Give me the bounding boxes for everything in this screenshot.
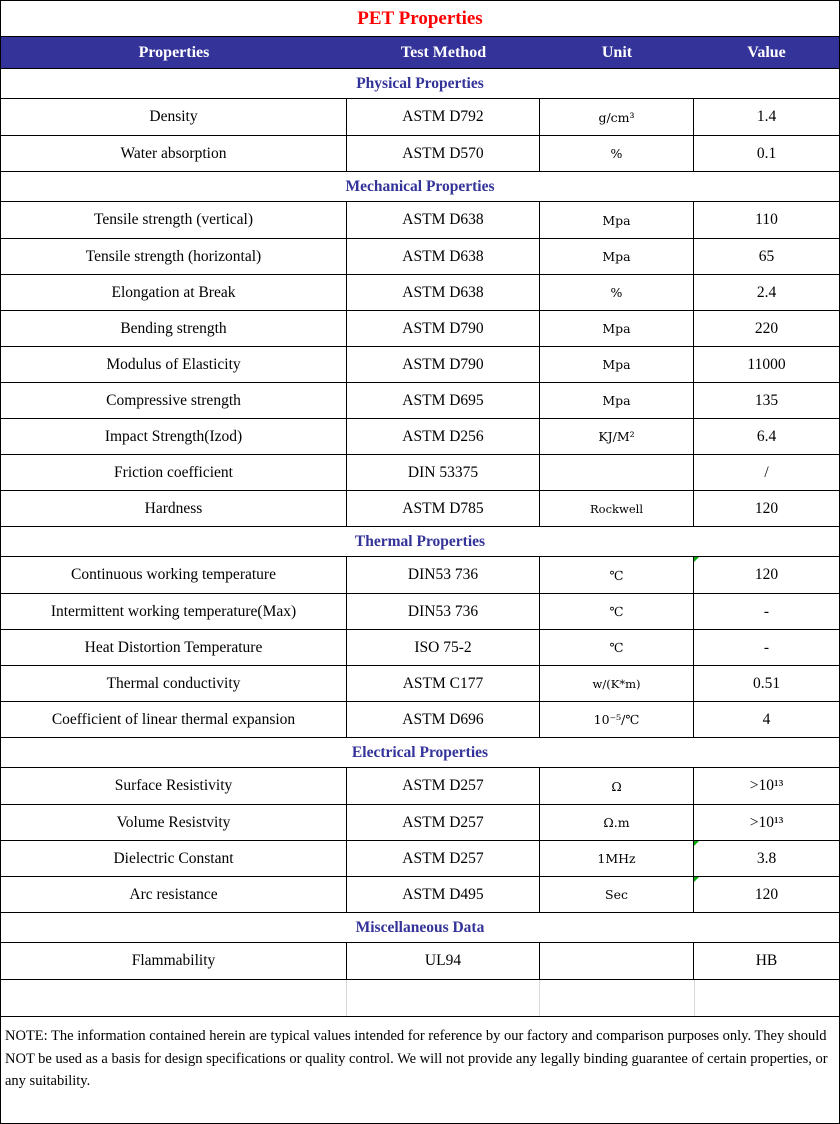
unit-cell: 1MHz	[540, 841, 694, 876]
property-cell: Tensile strength (horizontal)	[1, 239, 347, 274]
value-cell: HB	[755, 952, 778, 969]
test-method-cell: ASTM D256	[347, 419, 540, 454]
test-method-cell: ASTM D790	[347, 347, 540, 382]
unit-cell: Sec	[540, 877, 694, 912]
disclaimer-note: NOTE: The information contained herein are typical values intended for reference by our factory and comparison purposes only. They should NOT be used as a basis for design specifications or quality control. We will not provide any legally binding guarantee of certain properties, or any suitability.	[5, 1028, 828, 1089]
unit-cell: Rockwell	[540, 491, 694, 526]
value-cell: -	[763, 602, 770, 620]
cell-marker-icon	[694, 841, 699, 846]
empty-cell	[347, 980, 540, 1016]
table-row	[1, 419, 839, 455]
value-cell: 220	[754, 319, 779, 337]
property-cell: Compressive strength	[1, 383, 347, 418]
test-method-cell: ASTM D257	[347, 805, 540, 840]
value-cell: 120	[694, 557, 839, 593]
value-cell: 11000	[747, 355, 786, 373]
unit-cell: g/cm³	[540, 99, 694, 135]
unit-cell: Mpa	[540, 311, 694, 346]
property-cell: Heat Distortion Temperature	[1, 630, 347, 665]
property-cell: Density	[1, 99, 347, 135]
header-test-method: Test Method	[400, 43, 487, 61]
table-row	[1, 666, 839, 702]
property-cell: Modulus of Elasticity	[1, 347, 347, 382]
section-heading-thermal-properties: Thermal Properties	[1, 527, 839, 557]
table-row	[1, 99, 839, 136]
unit-cell: %	[540, 275, 694, 310]
value-cell: 135	[754, 391, 779, 409]
property-cell: Water absorption	[1, 136, 347, 171]
value-cell: 3.8	[694, 841, 839, 876]
value-cell: >10¹³	[749, 777, 784, 794]
test-method-cell: DIN 53375	[347, 455, 540, 490]
value-cell: 6.4	[756, 427, 777, 445]
header-properties: Properties	[138, 43, 210, 61]
unit-cell	[540, 455, 694, 490]
unit-cell: Mpa	[540, 347, 694, 382]
value-cell: -	[763, 638, 770, 656]
value-cell: 120	[694, 877, 839, 912]
sheet-title: PET Properties	[1, 1, 839, 37]
value-cell: /	[764, 463, 769, 481]
property-cell: Thermal conductivity	[1, 666, 347, 701]
unit-cell: Mpa	[540, 383, 694, 418]
section-heading-miscellaneous-data: Miscellaneous Data	[1, 913, 839, 943]
header-value: Value	[747, 43, 786, 61]
property-cell: Hardness	[1, 491, 347, 526]
table-row	[1, 594, 839, 630]
unit-cell: %	[540, 136, 694, 171]
property-cell: Intermittent working temperature(Max)	[1, 594, 347, 629]
table-row	[1, 311, 839, 347]
unit-cell: Mpa	[540, 202, 694, 238]
value-cell: 65	[758, 247, 775, 265]
value-cell: 1.4	[756, 108, 777, 125]
unit-cell: ℃	[540, 557, 694, 593]
table-row	[1, 841, 839, 877]
test-method-cell: ASTM C177	[347, 666, 540, 701]
test-method-cell: ASTM D257	[347, 841, 540, 876]
value-cell: 0.51	[752, 674, 781, 692]
table-row	[1, 877, 839, 913]
property-cell: Surface Resistivity	[1, 768, 347, 804]
column-header-row	[1, 37, 839, 69]
property-cell: Elongation at Break	[1, 275, 347, 310]
table-row	[1, 347, 839, 383]
test-method-cell: ASTM D638	[347, 202, 540, 238]
table-row	[1, 455, 839, 491]
empty-cell	[1, 980, 347, 1016]
table-row	[1, 275, 839, 311]
empty-cell	[540, 980, 694, 1016]
test-method-cell: ASTM D570	[347, 136, 540, 171]
property-cell: Impact Strength(Izod)	[1, 419, 347, 454]
cell-marker-icon	[694, 557, 699, 562]
value-cell: 120	[754, 499, 779, 517]
table-row	[1, 491, 839, 527]
test-method-cell: ASTM D792	[347, 99, 540, 135]
property-cell: Coefficient of linear thermal expansion	[1, 702, 347, 737]
table-row	[1, 136, 839, 172]
unit-cell: w/(K*m)	[540, 666, 694, 701]
property-cell: Bending strength	[1, 311, 347, 346]
value-cell: 110	[755, 211, 778, 228]
empty-row	[1, 980, 839, 1017]
unit-cell: ℃	[540, 594, 694, 629]
table-row	[1, 557, 839, 594]
unit-cell: 10⁻⁵/℃	[540, 702, 694, 737]
table-row	[1, 768, 839, 805]
test-method-cell: UL94	[347, 943, 540, 979]
header-unit: Unit	[601, 43, 633, 61]
table-row	[1, 702, 839, 738]
value-cell: 2.4	[756, 283, 777, 301]
test-method-cell: ASTM D695	[347, 383, 540, 418]
unit-cell	[540, 943, 694, 979]
table-row	[1, 630, 839, 666]
test-method-cell: ASTM D257	[347, 768, 540, 804]
unit-cell: Mpa	[540, 239, 694, 274]
unit-cell: KJ/M²	[540, 419, 694, 454]
test-method-cell: ASTM D696	[347, 702, 540, 737]
test-method-cell: ISO 75-2	[347, 630, 540, 665]
section-heading-electrical-properties: Electrical Properties	[1, 738, 839, 768]
property-cell: Tensile strength (vertical)	[1, 202, 347, 238]
property-cell: Flammability	[1, 943, 347, 979]
value-cell: 0.1	[756, 144, 777, 162]
property-cell: Friction coefficient	[1, 455, 347, 490]
test-method-cell: DIN53 736	[347, 557, 540, 593]
test-method-cell: ASTM D638	[347, 239, 540, 274]
section-heading-physical-properties: Physical Properties	[1, 69, 839, 99]
table-row	[1, 239, 839, 275]
value-cell: >10¹³	[749, 813, 784, 831]
unit-cell: Ω.m	[540, 805, 694, 840]
test-method-cell: DIN53 736	[347, 594, 540, 629]
test-method-cell: ASTM D495	[347, 877, 540, 912]
test-method-cell: ASTM D790	[347, 311, 540, 346]
empty-cell	[695, 980, 839, 1016]
test-method-cell: ASTM D638	[347, 275, 540, 310]
unit-cell: ℃	[540, 630, 694, 665]
value-cell: 4	[762, 710, 771, 728]
section-heading-mechanical-properties: Mechanical Properties	[1, 172, 839, 202]
table-row	[1, 202, 839, 239]
property-cell: Dielectric Constant	[1, 841, 347, 876]
table-row	[1, 943, 839, 980]
unit-cell: Ω	[540, 768, 694, 804]
property-cell: Arc resistance	[1, 877, 347, 912]
property-cell: Volume Resistvity	[1, 805, 347, 840]
cell-marker-icon	[694, 877, 699, 882]
table-row	[1, 805, 839, 841]
table-row	[1, 383, 839, 419]
property-cell: Continuous working temperature	[1, 557, 347, 593]
table-body	[1, 69, 839, 980]
test-method-cell: ASTM D785	[347, 491, 540, 526]
